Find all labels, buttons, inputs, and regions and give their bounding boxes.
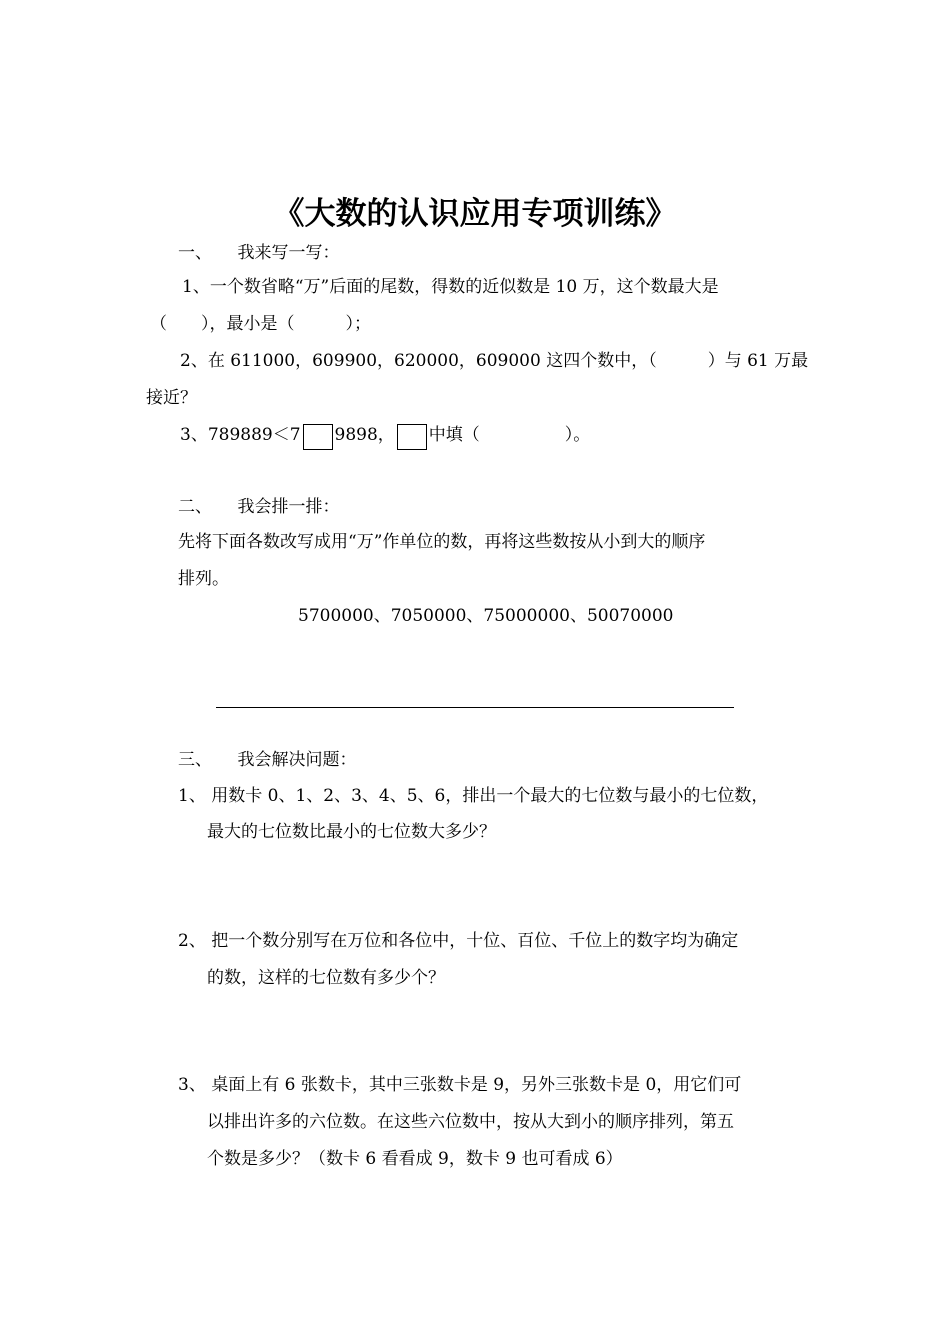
section1-heading: 一、 我来写一写： — [178, 243, 340, 263]
q3-part3: 中填（ ）。 — [428, 425, 591, 445]
blank-box-2[interactable] — [397, 424, 427, 450]
problem1-line1: 1、 用数卡 0、1、2、3、4、5、6，排出一个最大的七位数与最小的七位数， — [178, 786, 769, 806]
problem1-line2: 最大的七位数比最小的七位数大多少？ — [207, 822, 496, 842]
problem3-line3: 个数是多少？（数卡 6 看看成 9，数卡 9 也可看成 6） — [207, 1149, 623, 1169]
blank-box-1[interactable] — [303, 424, 333, 450]
section3-heading: 三、 我会解决问题： — [178, 750, 357, 770]
page-title: 《大数的认识应用专项训练》 — [273, 196, 677, 232]
q1-line2: （ ），最小是（ ）； — [150, 314, 371, 334]
problem3-line1: 3、 桌面上有 6 张数卡，其中三张数卡是 9，另外三张数卡是 0，用它们可 — [178, 1075, 742, 1095]
q3-part1: 3、789889＜7 — [180, 425, 301, 445]
section2-instruction-line1: 先将下面各数改写成用“万”作单位的数，再将这些数按从小到大的顺序 — [178, 532, 706, 552]
problem2-line1: 2、 把一个数分别写在万位和各位中，十位、百位、千位上的数字均为确定 — [178, 931, 739, 951]
problem3-line2: 以排出许多的六位数。在这些六位数中，按从大到小的顺序排列，第五 — [207, 1112, 734, 1132]
answer-line — [216, 707, 734, 708]
q2-line1: 2、在 611000，609900，620000，609000 这四个数中，（ ）与 61 万最 — [180, 351, 809, 371]
section2-heading: 二、 我会排一排： — [178, 497, 340, 517]
problem2-line2: 的数，这样的七位数有多少个？ — [207, 968, 445, 988]
q2-line2: 接近？ — [146, 388, 197, 408]
q3-line — [180, 424, 590, 450]
q3-part2: 9898， — [334, 425, 395, 445]
q1-line1: 1、一个数省略“万”后面的尾数，得数的近似数是 10 万，这个数最大是 — [182, 277, 719, 297]
section2-numbers: 5700000、7050000、75000000、50070000 — [298, 606, 674, 626]
section2-instruction-line2: 排列。 — [178, 569, 229, 589]
